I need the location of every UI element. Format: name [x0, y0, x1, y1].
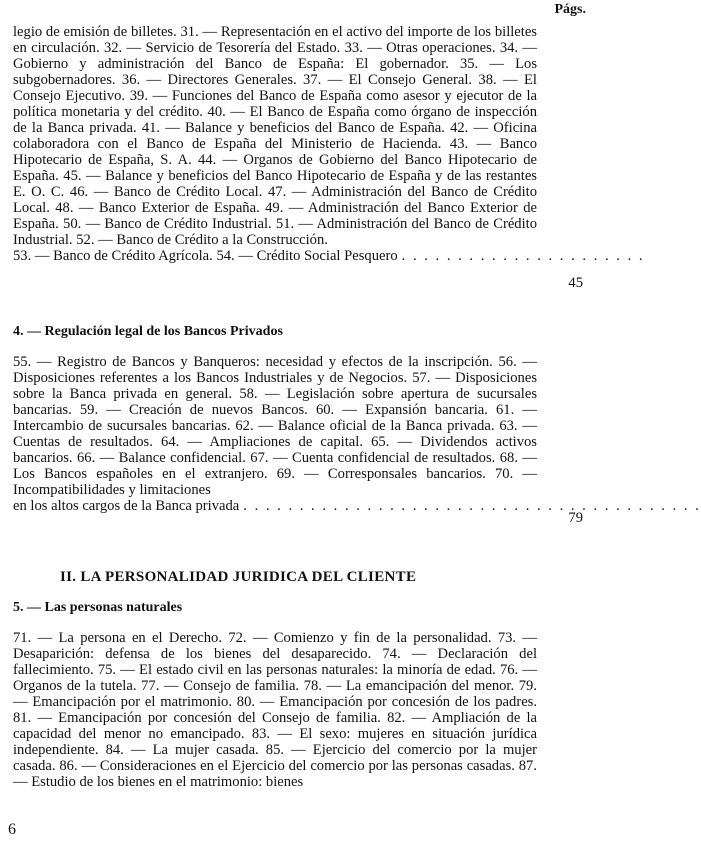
page-number: 6 [8, 821, 16, 838]
contents-block-3 [13, 24, 645, 264]
dot-leader: . . . . . . . . . . . . . . . . . . . . . . . . . . . . . . . . . . . . . . . . . [243, 498, 701, 514]
contents-block-4 [13, 354, 701, 514]
contents-last-line [13, 498, 701, 514]
contents-last-line-text: en los altos cargos de la Banca privada [13, 498, 240, 514]
chapter-title: II. LA PERSONALIDAD JURIDICA DEL CLIENTE [60, 569, 417, 585]
page-reference-79: 79 [568, 510, 583, 526]
section-heading-4: 4. — Regulación legal de los Bancos Privados [13, 324, 283, 339]
contents-last-line [13, 248, 645, 264]
contents-last-line-text: 53. — Banco de Crédito Agrícola. 54. — Crédito Social Pesquero [13, 248, 398, 264]
section-heading-5: 5. — Las personas naturales [13, 600, 183, 615]
pages-column-label: Págs. [554, 2, 586, 17]
page-reference-45: 45 [568, 275, 583, 291]
dot-leader: . . . . . . . . . . . . . . . . . . . . . . [401, 248, 645, 264]
contents-paragraph: 55. — Registro de Bancos y Banqueros: necesidad y efectos de la inscripción. 56. — Disposiciones referentes a los Bancos Industriales y de Negocios. 57. — Disposiciones sobre la Banca privada en general. 58. — Legislación sobre apertura de sucursales bancarias. 59. — Creación de nuevos Bancos. 60. — Expansión bancaria. 61. — Intercambio de sucursales bancarias. 62. — Balance oficial de la Banca privada. 63. — Cuentas de resultados. 64. — Ampliaciones de capital. 65. — Dividendos activos bancarios. 66. — Balance confidencial. 67. — Cuenta confidencial de resultados. 68. — Los Bancos españoles en el extranjero. 69. — Corresponsales bancarios. 70. — Incompatibilidades y limitaciones [13, 354, 537, 498]
contents-paragraph: legio de emisión de billetes. 31. — Representación en el activo del importe de los billetes en circulación. 32. — Servicio de Tesorería del Estado. 33. — Otras operaciones. 34. — Gobierno y administración del Banco de España: El gobernador. 35. — Los subgobernadores. 36. — Directores Generales. 37. — El Consejo General. 38. — El Consejo Ejecutivo. 39. — Funciones del Banco de España como asesor y ejecutor de la política monetaria y del crédito. 40. — El Banco de España como órgano de inspección de la Banca privada. 41. — Balance y beneficios del Banco de España. 42. — Oficina colaboradora con el Banco de España del Ministerio de Hacienda. 43. — Banco Hipotecario de España, S. A. 44. — Organos de Gobierno del Banco Hipotecario de España. 45. — Balance y beneficios del Banco Hipotecario de España y de las restantes E. O. C. 46. — Banco de Crédito Local. 47. — Administración del Banco de Crédito Local. 48. — Banco Exterior de España. 49. — Administración del Banco Exterior de España. 50. — Banco de Crédito Industrial. 51. — Administración del Banco de Crédito Industrial. 52. — Banco de Crédito a la Construcción. [13, 24, 537, 248]
contents-block-5 [13, 630, 537, 790]
contents-paragraph: 71. — La persona en el Derecho. 72. — Comienzo y fin de la personalidad. 73. — Desaparición: defensa de los bienes del desaparecido. 74. — Declaración del fallecimiento. 75. — El estado civil en las personas naturales: la minoría de edad. 76. — Organos de la tutela. 77. — Consejo de familia. 78. — La emancipación del menor. 79. — Emancipación por el matrimonio. 80. — Emancipación por concesión de los padres. 81. — Emancipación por concesión del Consejo de familia. 82. — Ampliación de la capacidad del menor no emancipado. 83. — El sexo: mujeres en situación jurídica independiente. 84. — La mujer casada. 85. — Ejercicio del comercio por la mujer casada. 86. — Consideraciones en el Ejercicio del comercio por las personas casadas. 87. — Estudio de los bienes en el matrimonio: bienes [13, 630, 537, 790]
